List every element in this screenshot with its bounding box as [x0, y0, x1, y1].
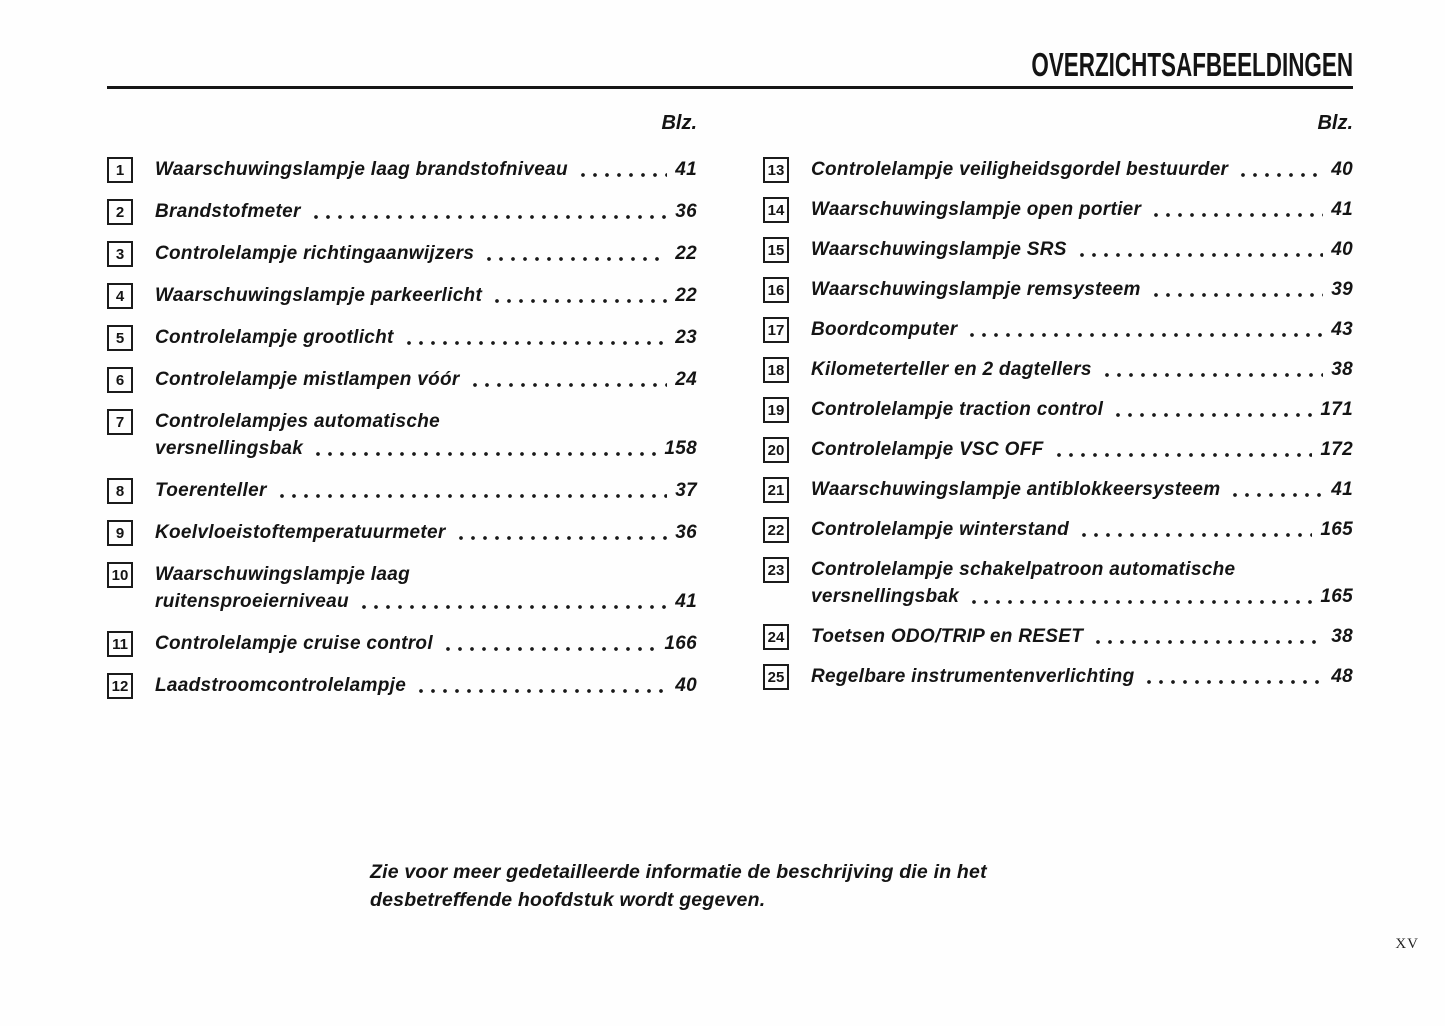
item-entry	[155, 198, 697, 225]
dot-leader	[310, 198, 668, 225]
item-entry	[811, 236, 1353, 263]
toc-item	[763, 663, 1353, 690]
item-line	[155, 519, 697, 546]
dot-leader	[1150, 196, 1323, 223]
item-number-box: 1	[107, 157, 133, 183]
toc-item	[763, 356, 1353, 383]
dot-leader	[1112, 396, 1312, 423]
item-entry	[811, 196, 1353, 223]
item-number-box: 20	[763, 437, 789, 463]
item-page-number: 36	[675, 201, 697, 222]
header-rule	[107, 86, 1353, 89]
item-title: Waarschuwingslampje remsysteem	[811, 279, 1141, 300]
item-title: Brandstofmeter	[155, 201, 301, 222]
item-page-number: 165	[1320, 586, 1353, 607]
dot-leader	[403, 324, 668, 351]
item-number-box: 10	[107, 562, 133, 588]
toc-item	[107, 324, 697, 351]
item-title: Controlelampje veiligheidsgordel bestuurder	[811, 159, 1229, 180]
item-title: Controlelampje winterstand	[811, 519, 1070, 540]
item-page-number: 41	[675, 159, 697, 180]
dot-leader	[276, 477, 668, 504]
toc-item	[107, 198, 697, 225]
toc-item	[107, 156, 697, 183]
item-line	[155, 282, 697, 309]
item-line	[155, 630, 697, 657]
item-page-number: 39	[1331, 279, 1353, 300]
item-line	[155, 324, 697, 351]
item-number-box: 3	[107, 241, 133, 267]
item-entry	[811, 276, 1353, 303]
dot-leader	[968, 583, 1312, 610]
item-entry	[155, 240, 697, 267]
item-page-number: 165	[1320, 519, 1353, 540]
toc-item	[107, 561, 697, 615]
item-number-box: 11	[107, 631, 133, 657]
item-page-number: 158	[664, 438, 697, 459]
item-line	[155, 156, 697, 183]
item-entry	[811, 156, 1353, 183]
item-line	[811, 356, 1353, 383]
item-line	[155, 408, 697, 435]
item-entry	[155, 156, 697, 183]
item-page-number: 41	[675, 591, 697, 612]
item-line	[155, 240, 697, 267]
toc-item	[107, 282, 697, 309]
item-page-number: 40	[1331, 239, 1353, 260]
dot-leader	[966, 316, 1323, 343]
item-line	[811, 556, 1353, 583]
item-entry	[155, 408, 697, 462]
item-entry	[811, 396, 1353, 423]
item-number-box: 7	[107, 409, 133, 435]
toc-item	[763, 516, 1353, 543]
item-line	[811, 196, 1353, 223]
item-entry	[811, 356, 1353, 383]
item-page-number: 41	[1331, 479, 1353, 500]
item-line	[811, 516, 1353, 543]
item-number-box: 22	[763, 517, 789, 543]
dot-leader	[415, 672, 667, 699]
item-title: Waarschuwingslampje open portier	[811, 199, 1142, 220]
dot-leader	[469, 366, 668, 393]
item-number-box: 9	[107, 520, 133, 546]
footer-note-line1: Zie voor meer gedetailleerde informatie de beschrijving die in het	[370, 861, 987, 883]
toc-item	[763, 196, 1353, 223]
toc-item	[763, 156, 1353, 183]
page-title: OVERZICHTSAFBEELDINGEN	[1031, 46, 1353, 83]
dot-leader	[483, 240, 667, 267]
item-entry	[155, 561, 697, 615]
toc-item	[763, 436, 1353, 463]
item-page-number: 38	[1331, 359, 1353, 380]
page-number: XV	[1395, 936, 1419, 952]
item-line	[811, 236, 1353, 263]
toc-item	[107, 630, 697, 657]
dot-leader	[1101, 356, 1324, 383]
item-title: Koelvloeistoftemperatuurmeter	[155, 522, 446, 543]
item-title: Controlelampje schakelpatroon automatische	[811, 559, 1236, 580]
item-page-number: 41	[1331, 199, 1353, 220]
item-line	[155, 198, 697, 225]
toc-item	[763, 236, 1353, 263]
item-number-box: 8	[107, 478, 133, 504]
item-number-box: 2	[107, 199, 133, 225]
item-page-number: 171	[1320, 399, 1353, 420]
item-number-box: 25	[763, 664, 789, 690]
item-entry	[155, 672, 697, 699]
item-line	[155, 366, 697, 393]
item-title: Controlelampje grootlicht	[155, 327, 394, 348]
item-page-number: 22	[675, 243, 697, 264]
dot-leader	[1143, 663, 1323, 690]
item-page-number: 37	[675, 480, 697, 501]
item-line	[811, 623, 1353, 650]
item-title: Laadstroomcontrolelampje	[155, 675, 407, 696]
item-page-number: 40	[675, 675, 697, 696]
item-entry	[155, 366, 697, 393]
dot-leader	[1229, 476, 1323, 503]
item-number-box: 4	[107, 283, 133, 309]
item-number-box: 5	[107, 325, 133, 351]
toc-item	[107, 240, 697, 267]
item-page-number: 43	[1331, 319, 1353, 340]
dot-leader	[1092, 623, 1323, 650]
page-column-header-left: Blz.	[661, 112, 697, 134]
item-title: Controlelampje richtingaanwijzers	[155, 243, 475, 264]
item-title: Regelbare instrumentenverlichting	[811, 666, 1135, 687]
item-line	[155, 672, 697, 699]
item-page-number: 22	[675, 285, 697, 306]
item-number-box: 6	[107, 367, 133, 393]
item-title: Waarschuwingslampje laag	[155, 564, 410, 585]
item-title: Controlelampje cruise control	[155, 633, 433, 654]
item-title: Toetsen ODO/TRIP en RESET	[811, 626, 1084, 647]
toc-item	[763, 556, 1353, 610]
toc-item	[763, 623, 1353, 650]
item-title: Boordcomputer	[811, 319, 958, 340]
item-page-number: 172	[1320, 439, 1353, 460]
item-line	[811, 663, 1353, 690]
item-entry	[811, 623, 1353, 650]
item-page-number: 23	[675, 327, 697, 348]
toc-item	[107, 519, 697, 546]
item-line	[811, 583, 1353, 610]
item-title: Toerenteller	[155, 480, 267, 501]
item-number-box: 14	[763, 197, 789, 223]
item-title: Controlelampje VSC OFF	[811, 439, 1044, 460]
toc-item	[763, 396, 1353, 423]
item-entry	[155, 282, 697, 309]
item-number-box: 13	[763, 157, 789, 183]
toc-item	[763, 276, 1353, 303]
item-line	[811, 476, 1353, 503]
item-title: ruitensproeierniveau	[155, 591, 349, 612]
dot-leader	[312, 435, 656, 462]
item-line	[155, 435, 697, 462]
item-number-box: 15	[763, 237, 789, 263]
toc-column-left	[107, 112, 697, 714]
item-number-box: 23	[763, 557, 789, 583]
toc-rows-left	[107, 156, 697, 699]
item-title: Waarschuwingslampje laag brandstofniveau	[155, 159, 568, 180]
item-number-box: 18	[763, 357, 789, 383]
item-page-number: 36	[675, 522, 697, 543]
toc-item	[107, 672, 697, 699]
item-line	[811, 156, 1353, 183]
item-title: versnellingsbak	[155, 438, 304, 459]
page-column-header-right: Blz.	[1317, 112, 1353, 134]
footer-note-line2: desbetreffende hoofdstuk wordt gegeven.	[370, 889, 766, 911]
item-entry	[155, 630, 697, 657]
dot-leader	[358, 588, 667, 615]
item-line	[155, 561, 697, 588]
item-title: Waarschuwingslampje antiblokkeersysteem	[811, 479, 1221, 500]
item-page-number: 48	[1331, 666, 1353, 687]
item-entry	[811, 476, 1353, 503]
item-title: Kilometerteller en 2 dagtellers	[811, 359, 1092, 380]
item-title: Waarschuwingslampje SRS	[811, 239, 1067, 260]
dot-leader	[1076, 236, 1324, 263]
item-entry	[811, 556, 1353, 610]
item-number-box: 12	[107, 673, 133, 699]
item-entry	[811, 663, 1353, 690]
dot-leader	[1150, 276, 1324, 303]
item-entry	[155, 477, 697, 504]
item-number-box: 17	[763, 317, 789, 343]
item-title: Controlelampje mistlampen vóór	[155, 369, 460, 390]
item-number-box: 21	[763, 477, 789, 503]
item-line	[155, 477, 697, 504]
toc-column-right	[763, 112, 1353, 714]
item-number-box: 16	[763, 277, 789, 303]
item-title: Controlelampjes automatische	[155, 411, 441, 432]
item-line	[155, 588, 697, 615]
item-number-box: 19	[763, 397, 789, 423]
item-line	[811, 276, 1353, 303]
toc-item	[107, 408, 697, 462]
dot-leader	[455, 519, 668, 546]
item-entry	[811, 436, 1353, 463]
item-title: Waarschuwingslampje parkeerlicht	[155, 285, 483, 306]
toc-item	[107, 477, 697, 504]
item-title: Controlelampje traction control	[811, 399, 1104, 420]
dot-leader	[491, 282, 667, 309]
item-entry	[811, 516, 1353, 543]
item-entry	[155, 324, 697, 351]
dot-leader	[1237, 156, 1323, 183]
item-line	[811, 396, 1353, 423]
item-entry	[811, 316, 1353, 343]
footer-note	[370, 858, 987, 914]
dot-leader	[1053, 436, 1313, 463]
dot-leader	[1078, 516, 1312, 543]
item-page-number: 24	[675, 369, 697, 390]
toc-rows-right	[763, 156, 1353, 690]
toc-item	[107, 366, 697, 393]
item-page-number: 38	[1331, 626, 1353, 647]
toc-columns	[107, 112, 1353, 714]
item-title: versnellingsbak	[811, 586, 960, 607]
toc-item	[763, 316, 1353, 343]
item-page-number: 166	[664, 633, 697, 654]
item-page-number: 40	[1331, 159, 1353, 180]
item-entry	[155, 519, 697, 546]
item-line	[811, 316, 1353, 343]
item-line	[811, 436, 1353, 463]
dot-leader	[442, 630, 656, 657]
dot-leader	[577, 156, 667, 183]
toc-item	[763, 476, 1353, 503]
item-number-box: 24	[763, 624, 789, 650]
